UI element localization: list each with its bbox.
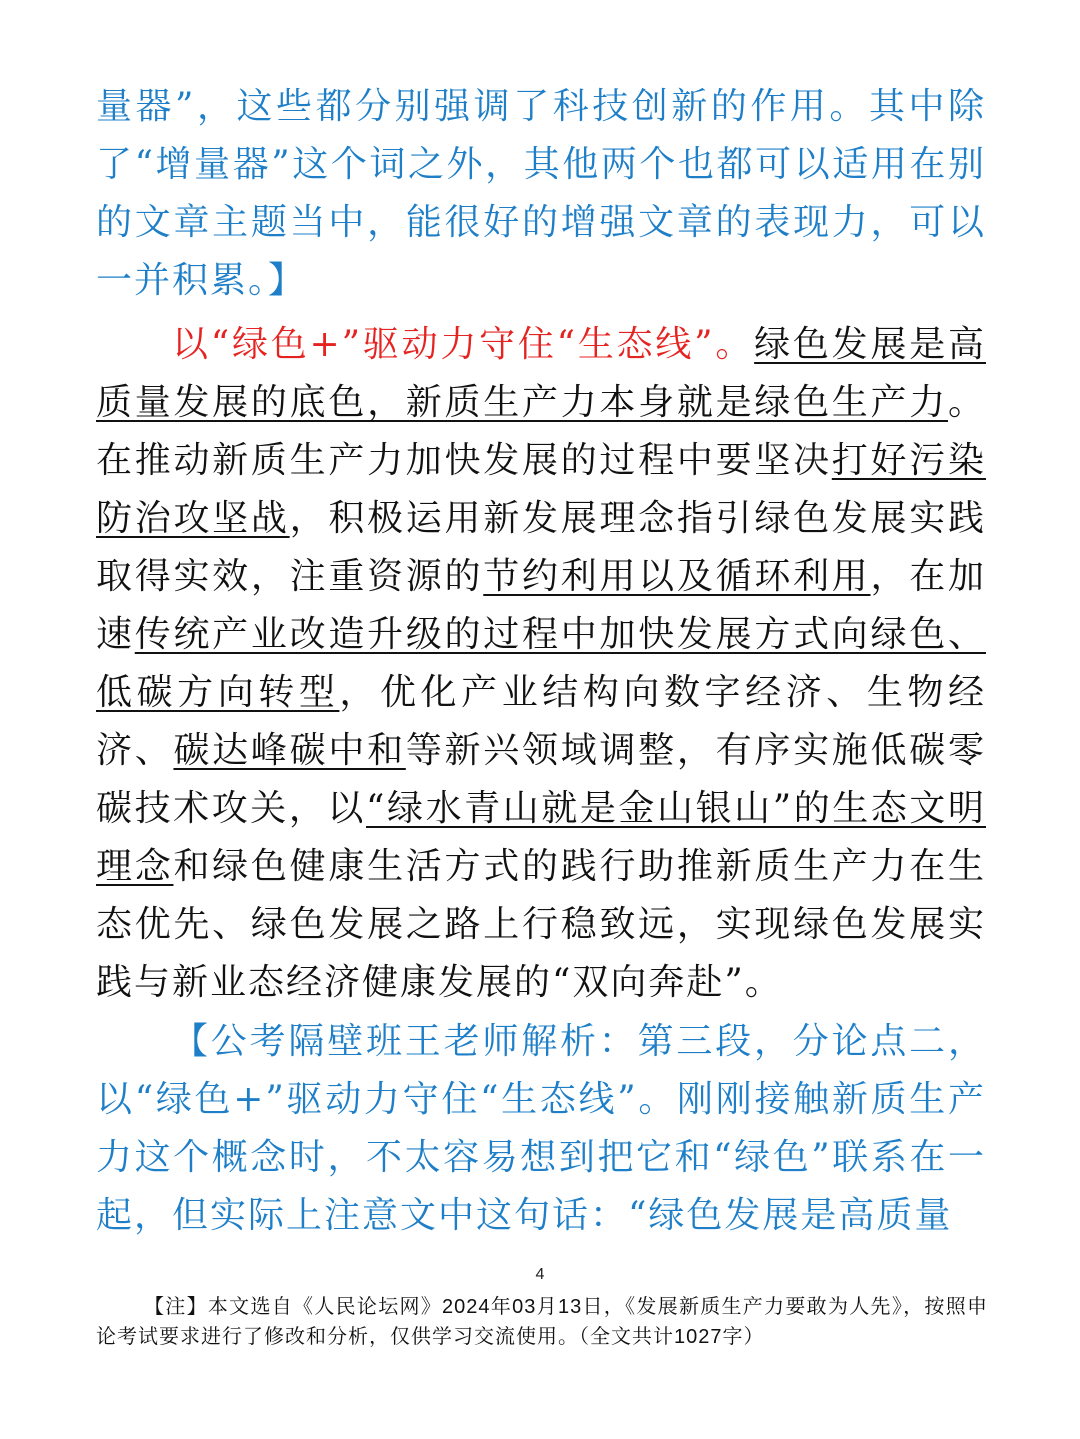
text-segment-underlined: “绿水青山就是金山银山”的生态文明理念 bbox=[96, 788, 986, 887]
intro-paragraph: 量器”，这些都分别强调了科技创新的作用。其中除了“增量器”这个词之外，其他两个也都可以适用在别的文章主题当中，能很好的增强文章的表现力，可以一并积累。】 bbox=[96, 86, 986, 301]
text-segment-underlined: 传统产业改造升级的过程中加快发展方式向绿色、低碳方向转型 bbox=[96, 614, 986, 713]
text-segment-underlined: 绿色发展是高质量发展的底色，新质生产力本身就是绿色生产力 bbox=[96, 324, 986, 423]
footnote: 【注】本文选自《人民论坛网》2024年03月13日，《发展新质生产力要敢为人先》，按照申论考试要求进行了修改和分析，仅供学习交流使用。（全文共计1027字） bbox=[96, 1296, 988, 1348]
text-segment-underlined: 碳达峰碳中和 bbox=[173, 730, 406, 771]
text-segment: 等新兴领域调整，有序实施低碳零碳技术攻关，以 bbox=[96, 730, 986, 829]
text-segment: ，在加速 bbox=[96, 556, 986, 655]
text-segment-underlined: 节约利用以及循环利用 bbox=[483, 556, 871, 597]
section-heading: 以“绿色+”驱动力守住“生态线”。 bbox=[172, 324, 755, 365]
text-segment: ，优化产业结构向数字经济、生物经济、 bbox=[96, 672, 986, 771]
text-segment-underlined: 打好污染防治攻坚战 bbox=[96, 440, 986, 539]
text-segment: 。在推动新质生产力加快发展的过程中要坚决 bbox=[96, 382, 986, 481]
text-segment: ，积极运用新发展理念指引绿色发展实践取得实效，注重资源的 bbox=[96, 498, 986, 597]
text-segment: 和绿色健康生活方式的践行助推新质生产力在生态优先、绿色发展之路上行稳致远，实现绿色发展实践与新业态经济健康发展的“双向奔赴”。 bbox=[96, 846, 986, 1003]
page-number: 4 bbox=[535, 1266, 545, 1283]
analysis-paragraph: 【公考隔壁班王老师解析：第三段，分论点二，以“绿色+”驱动力守住“生态线”。刚刚接触新质生产力这个概念时，不太容易想到把它和“绿色”联系在一起，但实际上注意文中这句话：“绿色发展是高质量 bbox=[96, 1021, 986, 1236]
main-paragraph bbox=[96, 316, 986, 1012]
